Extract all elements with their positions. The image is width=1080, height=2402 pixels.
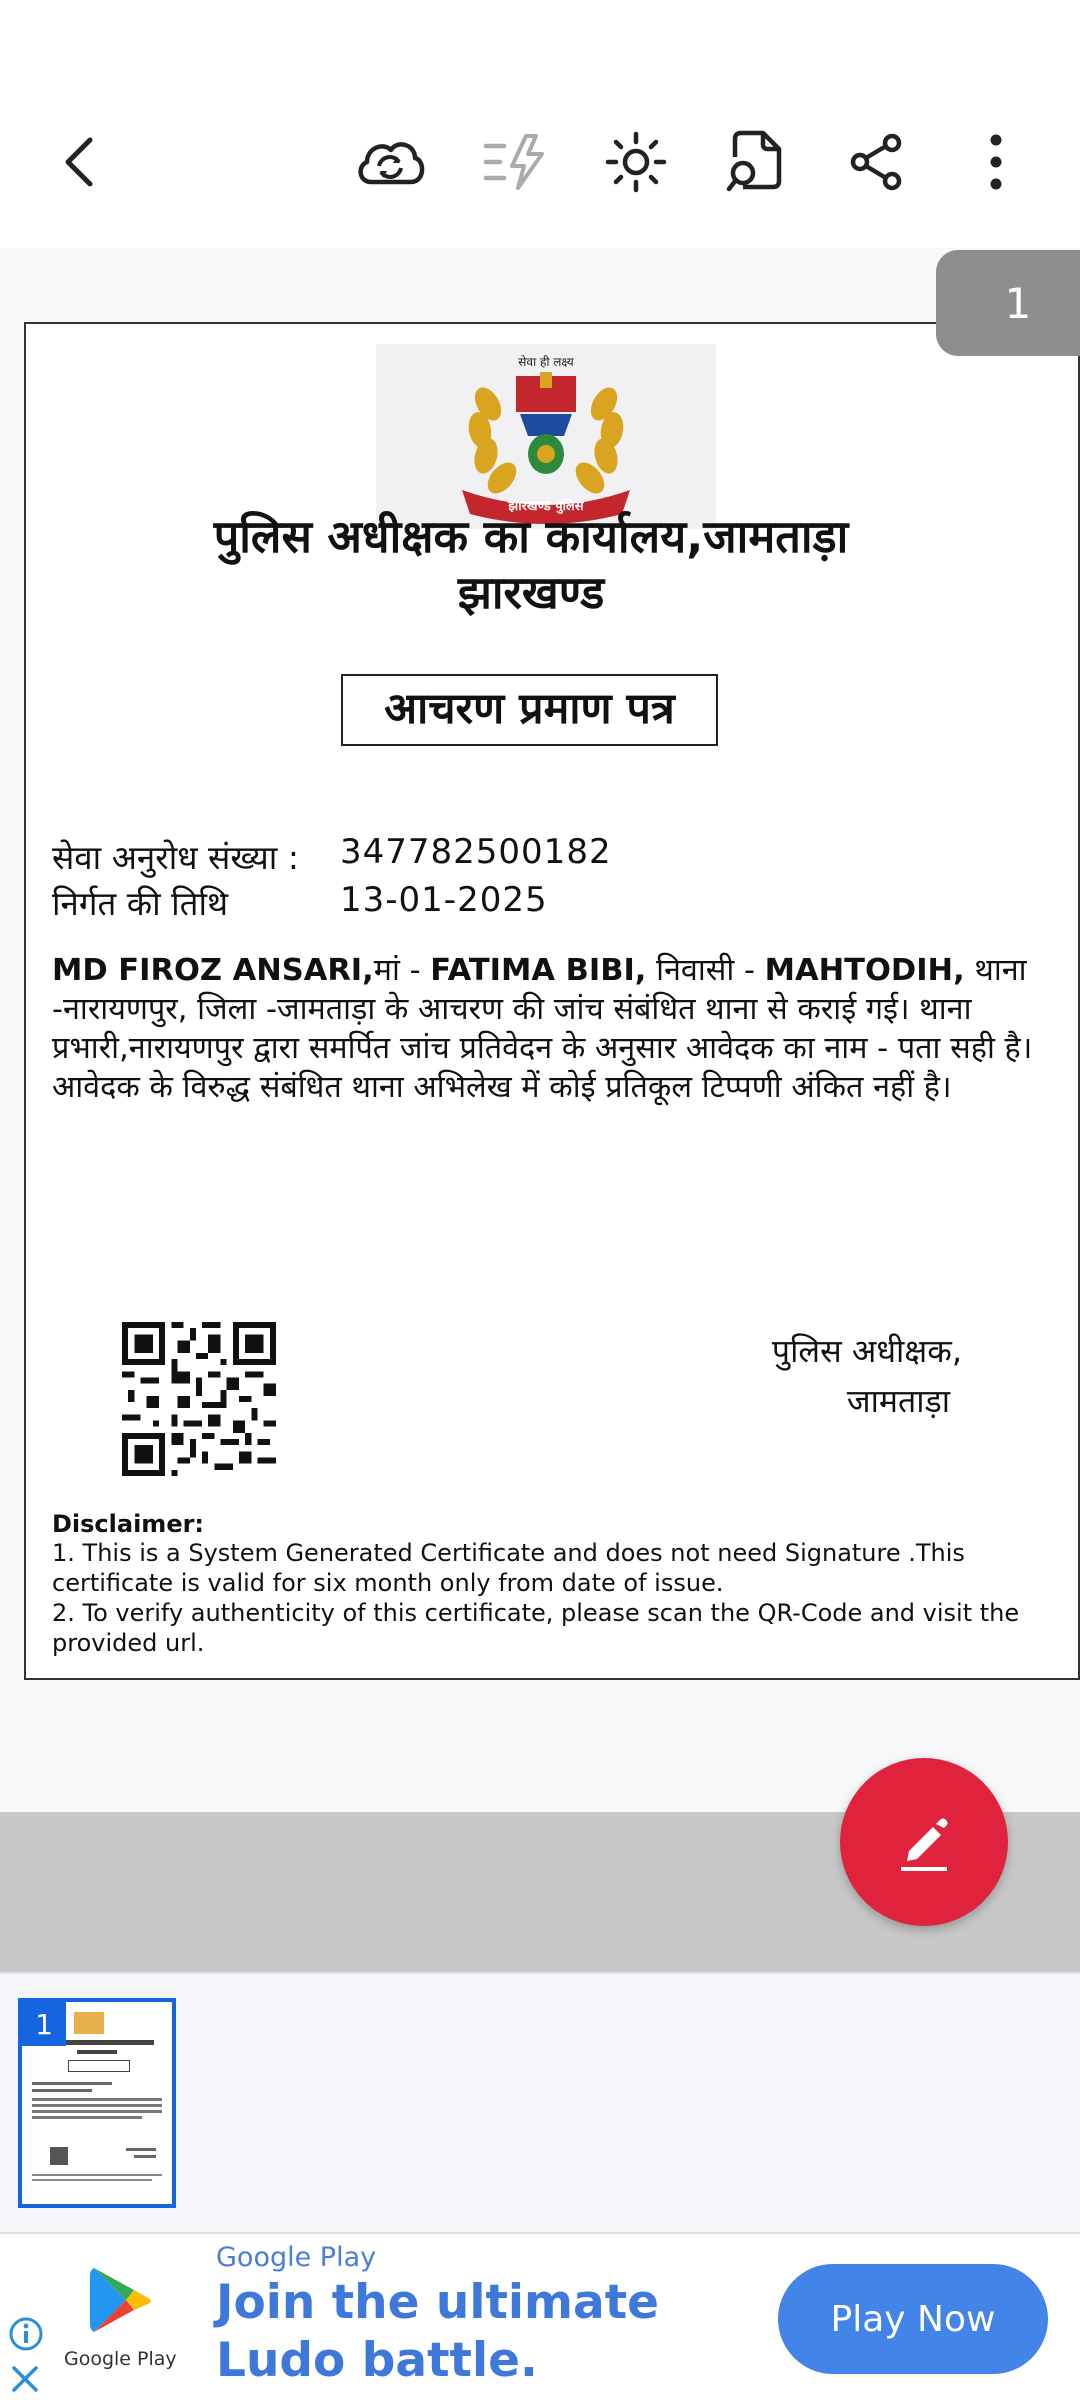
back-button[interactable] (42, 122, 122, 202)
thumb-line (32, 2110, 162, 2113)
service-request-label: सेवा अनुरोध संख्या : (52, 838, 299, 877)
thumb-qr (50, 2147, 68, 2165)
thumb-line (32, 2089, 92, 2092)
office-title-line2: झारखण्ड (457, 566, 605, 619)
ad-banner[interactable] (0, 2232, 1080, 2402)
mother-label: मां - (373, 953, 431, 988)
disclaimer-title: Disclaimer: (52, 1510, 205, 1538)
thumb-line (126, 2148, 156, 2151)
resident-label: निवासी - (646, 953, 765, 988)
issue-date-value: 13-01-2025 (340, 880, 548, 920)
disclaimer-text (52, 1538, 1052, 1658)
village-name: MAHTODIH, (764, 953, 965, 988)
thumb-line (32, 2098, 162, 2101)
share-icon (846, 131, 906, 193)
signatory (722, 1326, 962, 1426)
quick-actions-button[interactable] (478, 122, 558, 202)
police-emblem (376, 344, 716, 529)
thumb-box (68, 2060, 130, 2072)
share-button[interactable] (836, 122, 916, 202)
thumb-line (32, 2116, 142, 2119)
ad-source: Google Play (216, 2242, 377, 2273)
ad-close-icon[interactable] (8, 2362, 42, 2396)
disclaimer-point-1: 1. This is a System Generated Certificate and does not need Signature .This certificate is valid for six month only from date of issue. (52, 1539, 965, 1597)
search-document-icon (725, 129, 787, 195)
brightness-button[interactable] (596, 122, 676, 202)
brightness-icon (604, 130, 668, 194)
google-play-logo-icon (88, 2264, 156, 2336)
signatory-title: पुलिस अधीक्षक, (771, 1332, 962, 1370)
document-page[interactable] (24, 322, 1080, 1680)
mother-name: FATIMA BIBI, (430, 953, 647, 988)
thumb-line (32, 2104, 162, 2107)
page-thumbnail[interactable] (18, 1998, 176, 2208)
pencil-icon (889, 1807, 959, 1877)
top-toolbar (0, 0, 1080, 248)
thumb-line (134, 2155, 156, 2158)
cloud-sync-icon (353, 132, 427, 192)
disclaimer-point-2: 2. To verify authenticity of this certificate, please scan the QR-Code and visit the provided url. (52, 1599, 1020, 1657)
search-document-button[interactable] (716, 122, 796, 202)
thumb-line (32, 2179, 152, 2181)
thumb-line (32, 2082, 112, 2085)
quick-actions-icon (482, 132, 554, 192)
certificate-body-text: थाना -नारायणपुर, जिला -जामताड़ा के आचरण की जांच संबंधित थाना से कराई गई। थाना प्रभारी,नारायणपुर द्वारा समर्पित जांच प्रतिवेदन के अनुसार आवेदक का नाम - पता सही है। आवेदक के विरुद्ध संबंधित थाना अभिलेख में कोई प्रतिकूल टिप्पणी अंकित नहीं है। (52, 953, 1033, 1105)
service-request-value: 347782500182 (340, 832, 612, 872)
ad-headline[interactable]: Join the ultimate Ludo battle. (216, 2275, 660, 2388)
back-icon (52, 132, 112, 192)
signatory-location: जामताड़ा (846, 1382, 950, 1420)
office-title (26, 509, 1036, 621)
ad-info-icon[interactable] (8, 2316, 44, 2352)
more-options-icon (986, 132, 1006, 192)
thumb-line (77, 2050, 117, 2054)
certificate-body (52, 951, 1062, 1107)
emblem-motto: सेवा ही लक्ष्य (518, 355, 574, 369)
qr-code[interactable] (122, 1322, 276, 1476)
issue-date-label: निर्गत की तिथि (52, 884, 229, 923)
thumb-line (32, 2174, 162, 2176)
cloud-sync-button[interactable] (350, 122, 430, 202)
page-indicator: 1 (936, 250, 1080, 356)
thumbnail-strip (0, 1972, 1080, 2232)
more-options-button[interactable] (956, 122, 1036, 202)
play-now-button[interactable]: Play Now (778, 2264, 1048, 2374)
ad-logo-label: Google Play (64, 2348, 177, 2370)
thumbnail-page-number: 1 (22, 2002, 66, 2046)
thumb-emblem (74, 2012, 104, 2034)
edit-button[interactable] (840, 1758, 1008, 1926)
certificate-title: आचरण प्रमाण पत्र (341, 674, 718, 746)
emblem-banner-text: झारखण्ड पुलिस (508, 499, 584, 514)
office-title-line1: पुलिस अधीक्षक का कार्यालय,जामताड़ा (213, 510, 849, 563)
applicant-name: MD FIROZ ANSARI, (52, 953, 374, 988)
